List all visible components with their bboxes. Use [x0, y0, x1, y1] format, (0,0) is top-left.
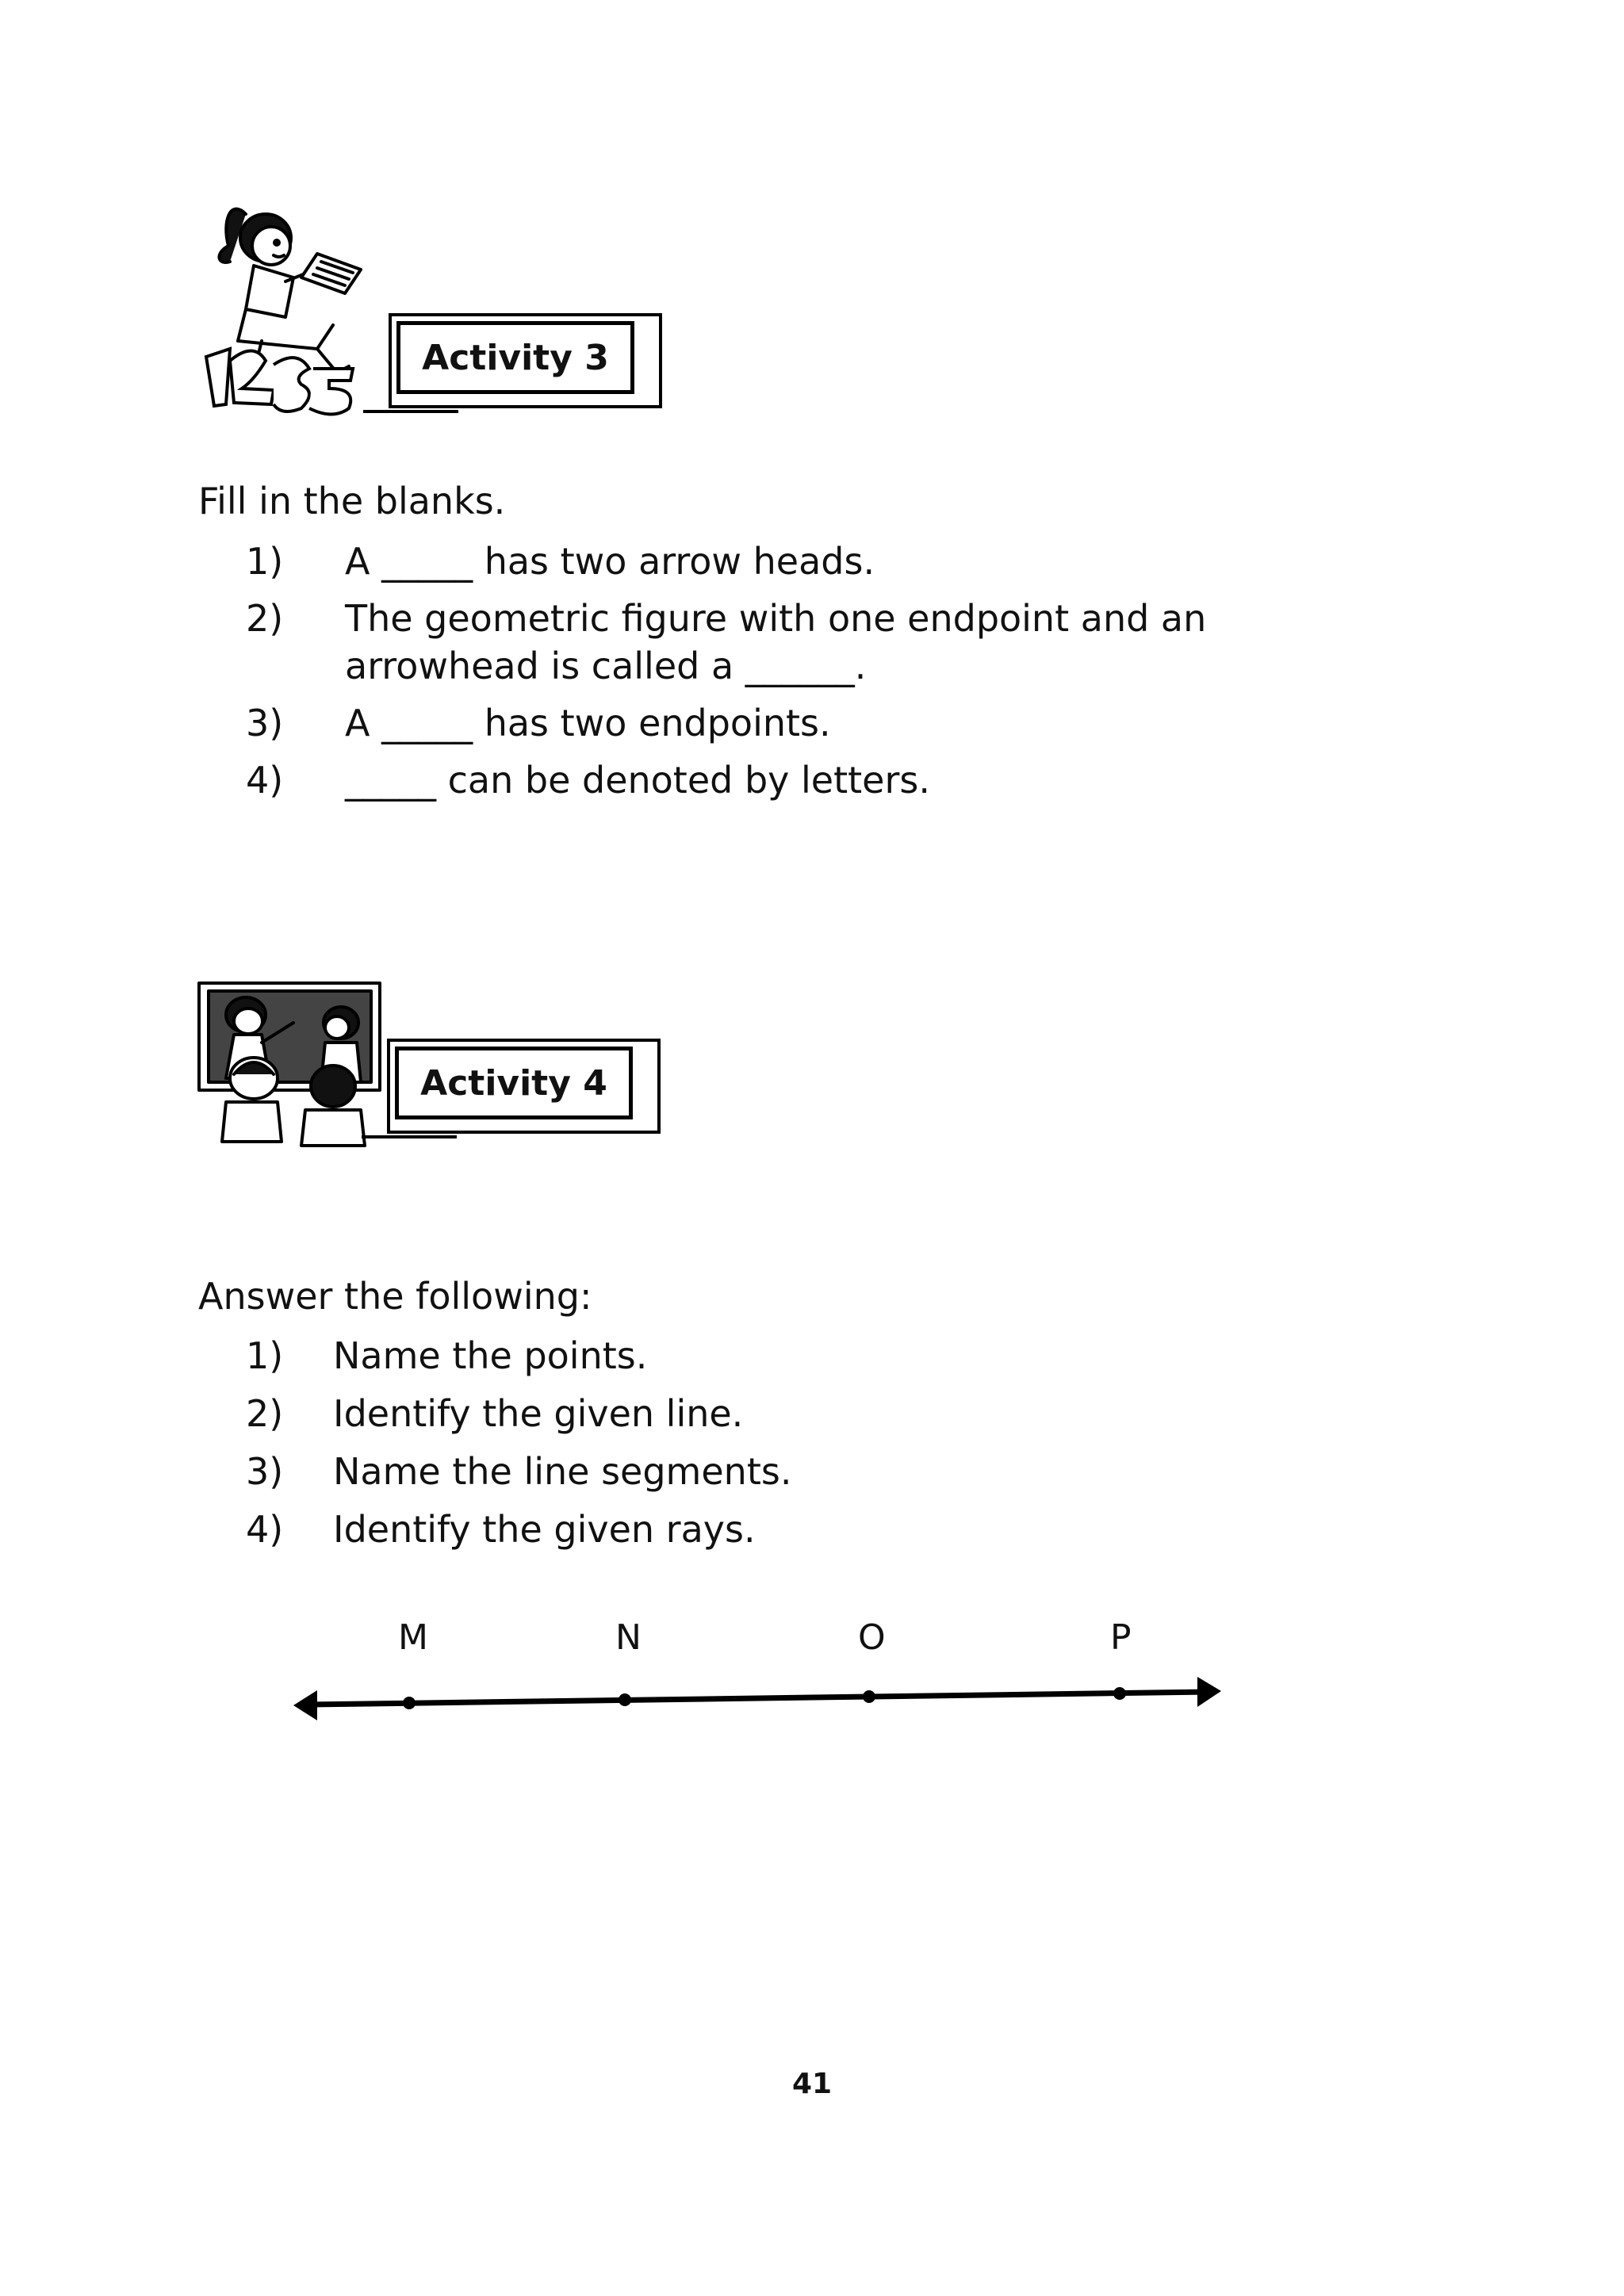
- activity4-question-2: [246, 1390, 1356, 1437]
- question-text: Identify the given rays.: [333, 1508, 756, 1551]
- point-label-o: O: [858, 1617, 886, 1658]
- right-arrowhead: [1197, 1677, 1221, 1707]
- point-label-n: N: [615, 1617, 642, 1658]
- title-underline: [363, 410, 458, 413]
- question-text-continued: arrowhead is called a ______.: [345, 645, 867, 687]
- page-number: 41: [791, 2068, 833, 2100]
- question-number: 3): [246, 1450, 284, 1493]
- activity4-question-4: [246, 1506, 1356, 1553]
- line-diagram: [285, 1657, 1237, 1744]
- left-arrowhead: [293, 1690, 317, 1720]
- point-label-p: P: [1110, 1617, 1132, 1658]
- question-number: 2): [246, 597, 284, 640]
- point-o: [863, 1690, 875, 1703]
- question-number: 4): [246, 1508, 284, 1551]
- point-label-m: M: [398, 1617, 428, 1658]
- line-mp: [309, 1692, 1209, 1705]
- question-number: 2): [246, 1392, 284, 1435]
- point-p: [1113, 1687, 1126, 1700]
- point-n: [619, 1693, 631, 1706]
- point-m: [403, 1697, 416, 1709]
- activity4-instruction: Answer the following:: [198, 1275, 592, 1318]
- question-number: 3): [246, 702, 284, 744]
- activity3-instruction: Fill in the blanks.: [198, 480, 506, 522]
- activity4-title-box: [387, 1039, 661, 1134]
- question-text: Name the points.: [333, 1334, 648, 1377]
- activity3-question-2: [246, 595, 1356, 690]
- question-number: 1): [246, 1334, 284, 1377]
- girl-calculator-illustration: [198, 190, 389, 420]
- question-text: The geometric figure with one endpoint and an: [345, 597, 1207, 640]
- activity4-title: Activity 4: [395, 1047, 633, 1119]
- activity3-title-box: [389, 313, 662, 408]
- question-text: Name the line segments.: [333, 1450, 792, 1493]
- question-number: 1): [246, 540, 284, 583]
- question-text: A _____ has two arrow heads.: [345, 540, 875, 583]
- activity4-question-3: [246, 1448, 1356, 1495]
- children-board-illustration: [194, 975, 393, 1150]
- activity3-title: Activity 3: [396, 321, 634, 394]
- question-text: A _____ has two endpoints.: [345, 702, 831, 744]
- activity4-question-1: [246, 1332, 1356, 1380]
- question-text: _____ can be denoted by letters.: [345, 759, 930, 802]
- question-text: Identify the given line.: [333, 1392, 744, 1435]
- activity3-question-3: [246, 699, 1356, 747]
- activity3-question-1: [246, 538, 1356, 585]
- activity3-question-4: [246, 756, 1356, 804]
- question-number: 4): [246, 759, 284, 802]
- title-underline: [362, 1135, 457, 1138]
